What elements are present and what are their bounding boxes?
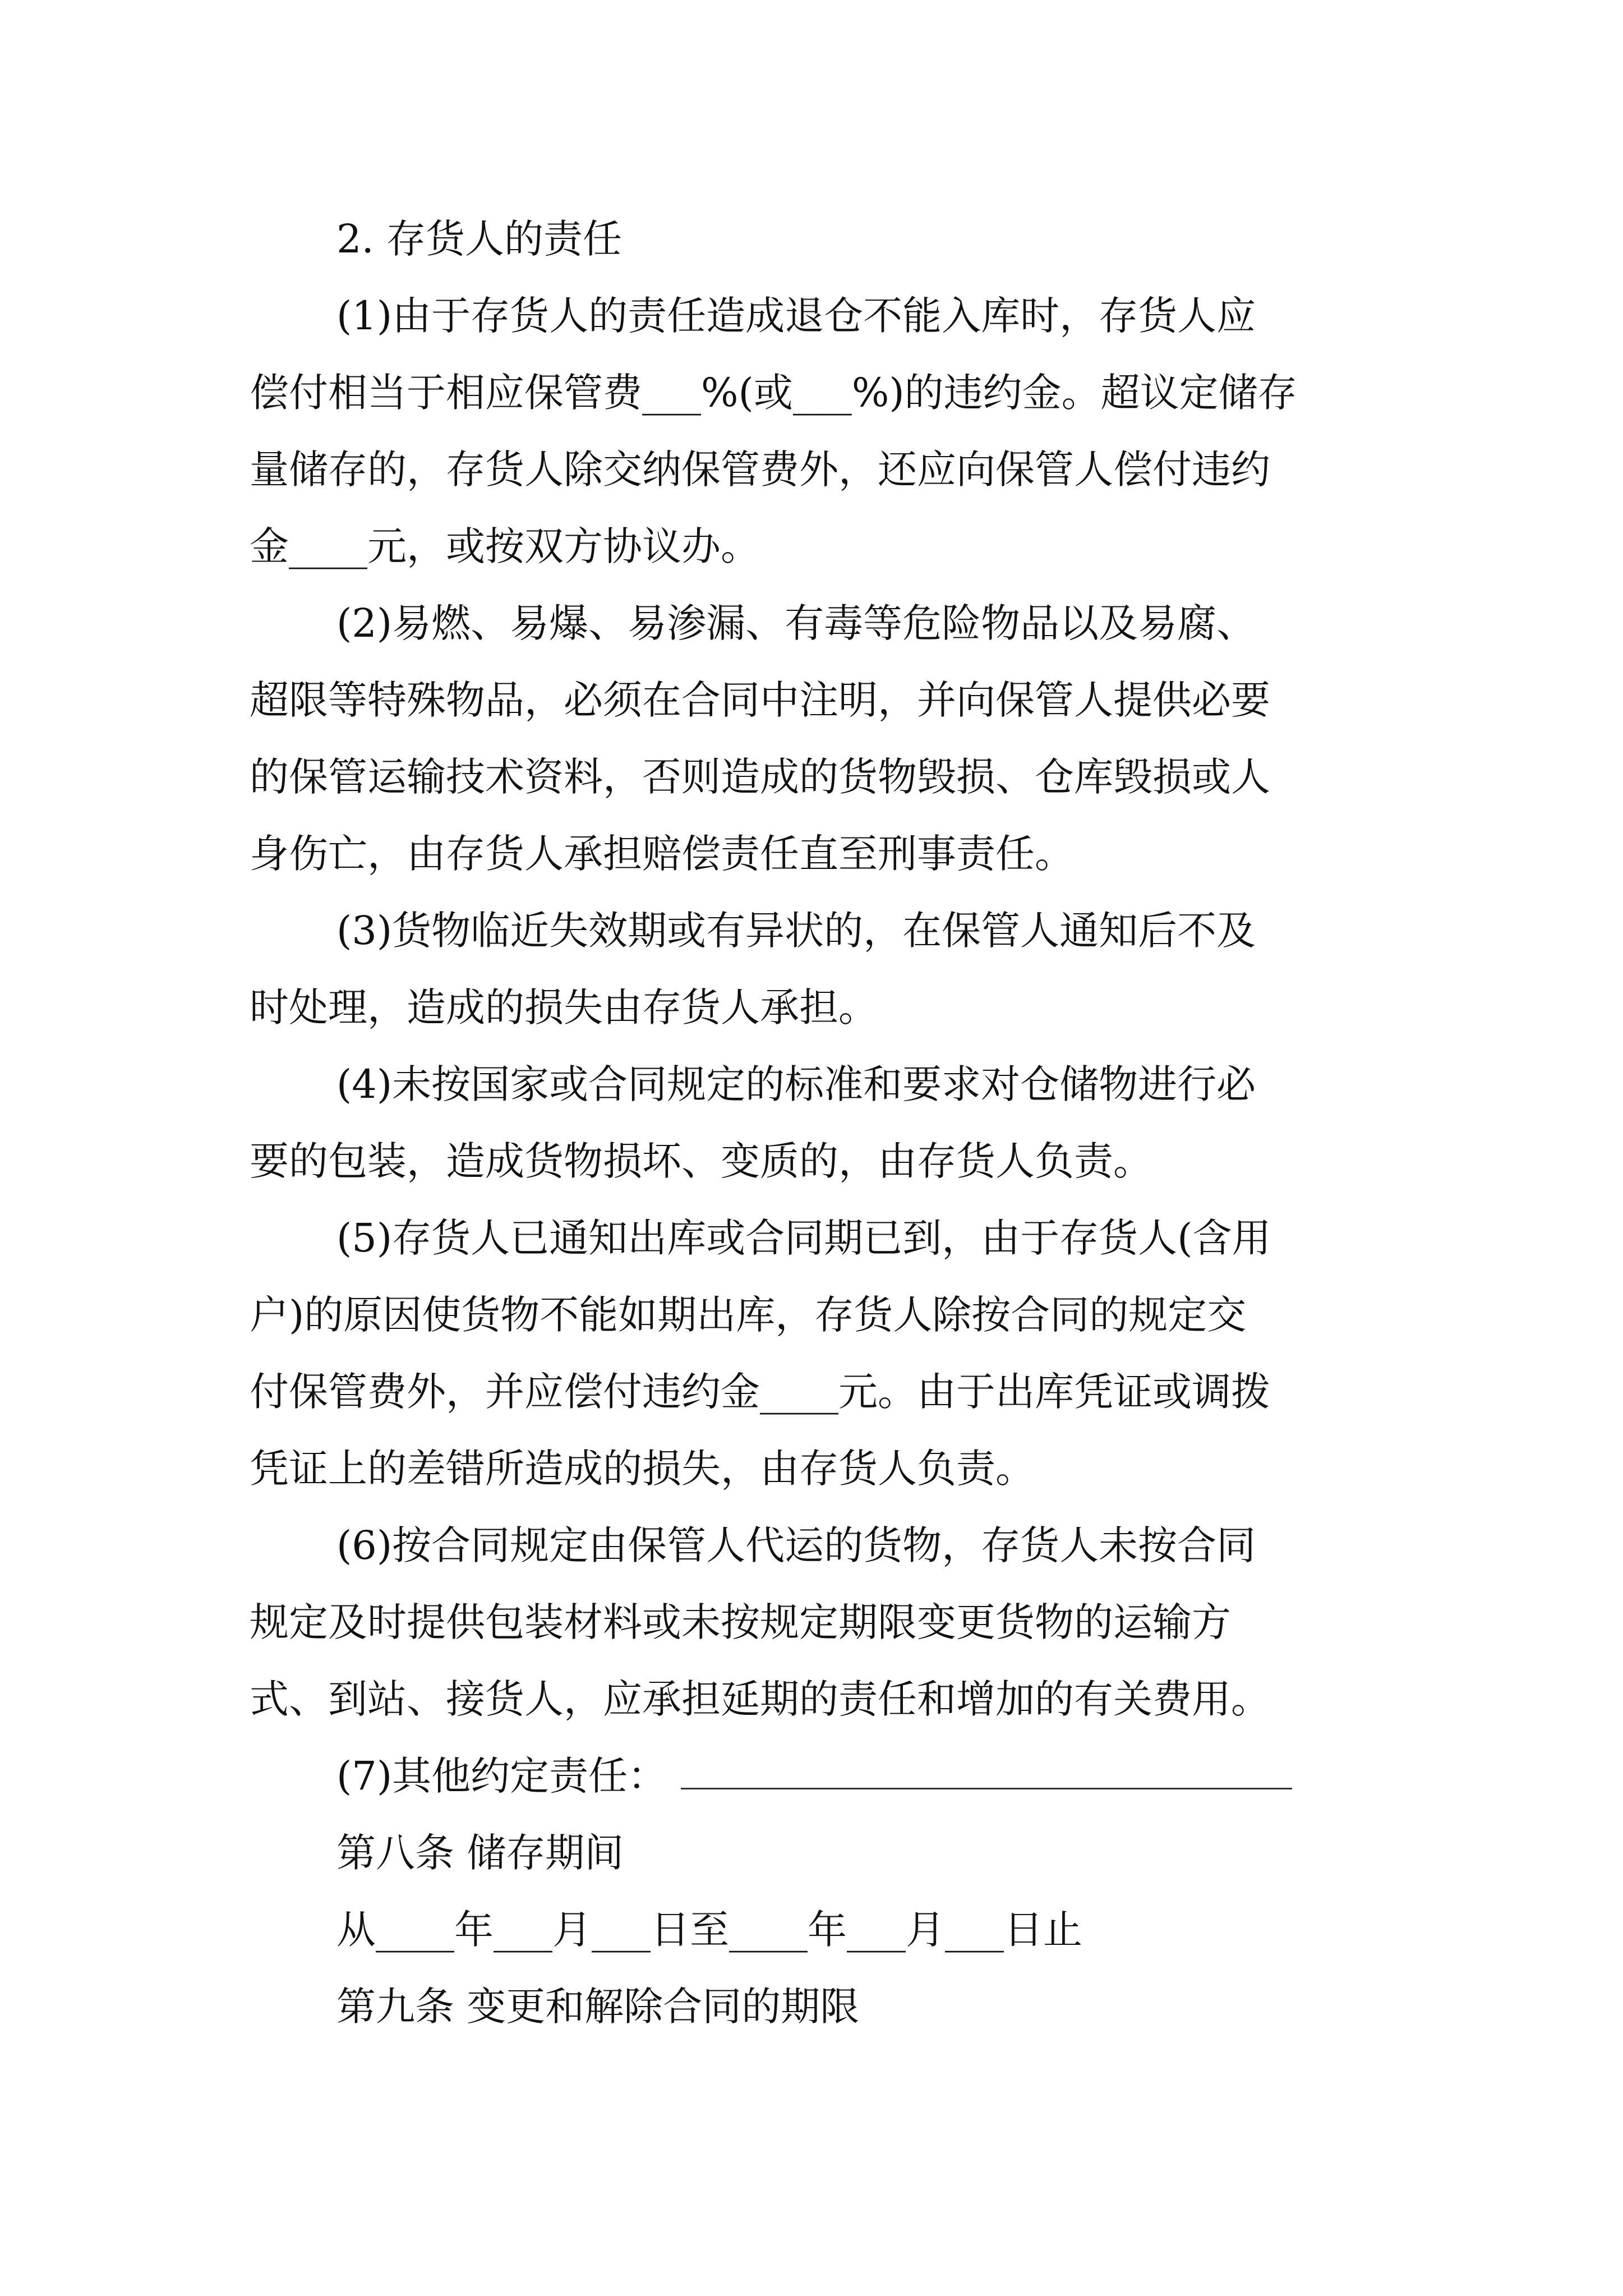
- paragraph-line: [250, 1200, 1388, 1277]
- paragraph-text: 规定及时提供包装材料或未按规定期限变更货物的运输方: [250, 1599, 1231, 1645]
- section-heading-text: 2. 存货人的责任: [336, 216, 623, 262]
- storage-period-text: 从____年___月___日至____年___月___日止: [336, 1907, 1082, 1953]
- paragraph-text: (3)货物临近失效期或有异状的，在保管人通知后不及: [336, 908, 1256, 954]
- article8-title: 第八条 储存期间: [336, 1830, 624, 1876]
- fill-in-blank: [681, 1743, 1292, 1789]
- section-heading: [250, 201, 1388, 278]
- paragraph-line: [250, 739, 1388, 816]
- paragraph-line: [250, 1507, 1388, 1584]
- paragraph-line: [250, 1661, 1388, 1738]
- paragraph-text: 超限等特殊物品，必须在合同中注明，并向保管人提供必要: [250, 677, 1270, 723]
- paragraph-line: [250, 585, 1388, 662]
- document-body: [250, 201, 1388, 2045]
- paragraph-text: 金____元，或按双方协议办。: [250, 523, 760, 569]
- other-duty-label: (7)其他约定责任：: [336, 1753, 667, 1799]
- paragraph-text: (2)易燃、易爆、易渗漏、有毒等危险物品以及易腐、: [336, 600, 1256, 646]
- paragraph-text: 凭证上的差错所造成的损失，由存货人负责。: [250, 1446, 1035, 1492]
- paragraph-text: (5)存货人已通知出库或合同期已到，由于存货人(含用: [336, 1215, 1271, 1261]
- paragraph-text: (1)由于存货人的责任造成退仓不能入库时，存货人应: [336, 293, 1256, 339]
- paragraph-line: [250, 1584, 1388, 1661]
- paragraph-line: [250, 1123, 1388, 1200]
- paragraph-text: 要的包装，造成货物损坏、变质的，由存货人负责。: [250, 1138, 1152, 1184]
- paragraph-line: [250, 508, 1388, 585]
- article-heading: [250, 1968, 1388, 2045]
- paragraph-line: [250, 892, 1388, 969]
- paragraph-line: [250, 278, 1388, 355]
- paragraph-text: 偿付相当于相应保管费___%(或___%)的违约金。超议定储存: [250, 370, 1297, 416]
- paragraph-text: 式、到站、接货人，应承担延期的责任和增加的有关费用。: [250, 1676, 1270, 1722]
- paragraph-line: [250, 355, 1388, 431]
- storage-period-line: [250, 1892, 1388, 1968]
- paragraph-line: [250, 1277, 1388, 1354]
- article-heading: [250, 1815, 1388, 1892]
- paragraph-line: [250, 969, 1388, 1046]
- article9-title: 第九条 变更和解除合同的期限: [336, 1984, 860, 2030]
- paragraph-text: 量储存的，存货人除交纳保管费外，还应向保管人偿付违约: [250, 447, 1270, 493]
- paragraph-line: [250, 1430, 1388, 1507]
- paragraph-text: (4)未按国家或合同规定的标准和要求对仓储物进行必: [336, 1061, 1256, 1107]
- paragraph-text: 的保管运输技术资料，否则造成的货物毁损、仓库毁损或人: [250, 754, 1270, 800]
- paragraph-line: [250, 1046, 1388, 1123]
- paragraph-line: [250, 431, 1388, 508]
- paragraph-line: [250, 1354, 1388, 1430]
- paragraph-text: 时处理，造成的损失由存货人承担。: [250, 984, 878, 1030]
- paragraph-text: 身伤亡，由存货人承担赔偿责任直至刑事责任。: [250, 831, 1074, 877]
- paragraph-text: 户)的原因使货物不能如期出库，存货人除按合同的规定交: [250, 1292, 1247, 1338]
- paragraph-text: 付保管费外，并应偿付违约金____元。由于出库凭证或调拨: [250, 1369, 1270, 1415]
- paragraph-line: [250, 816, 1388, 892]
- other-duty-line: [250, 1738, 1388, 1815]
- paragraph-line: [250, 662, 1388, 739]
- paragraph-text: (6)按合同规定由保管人代运的货物，存货人未按合同: [336, 1522, 1256, 1568]
